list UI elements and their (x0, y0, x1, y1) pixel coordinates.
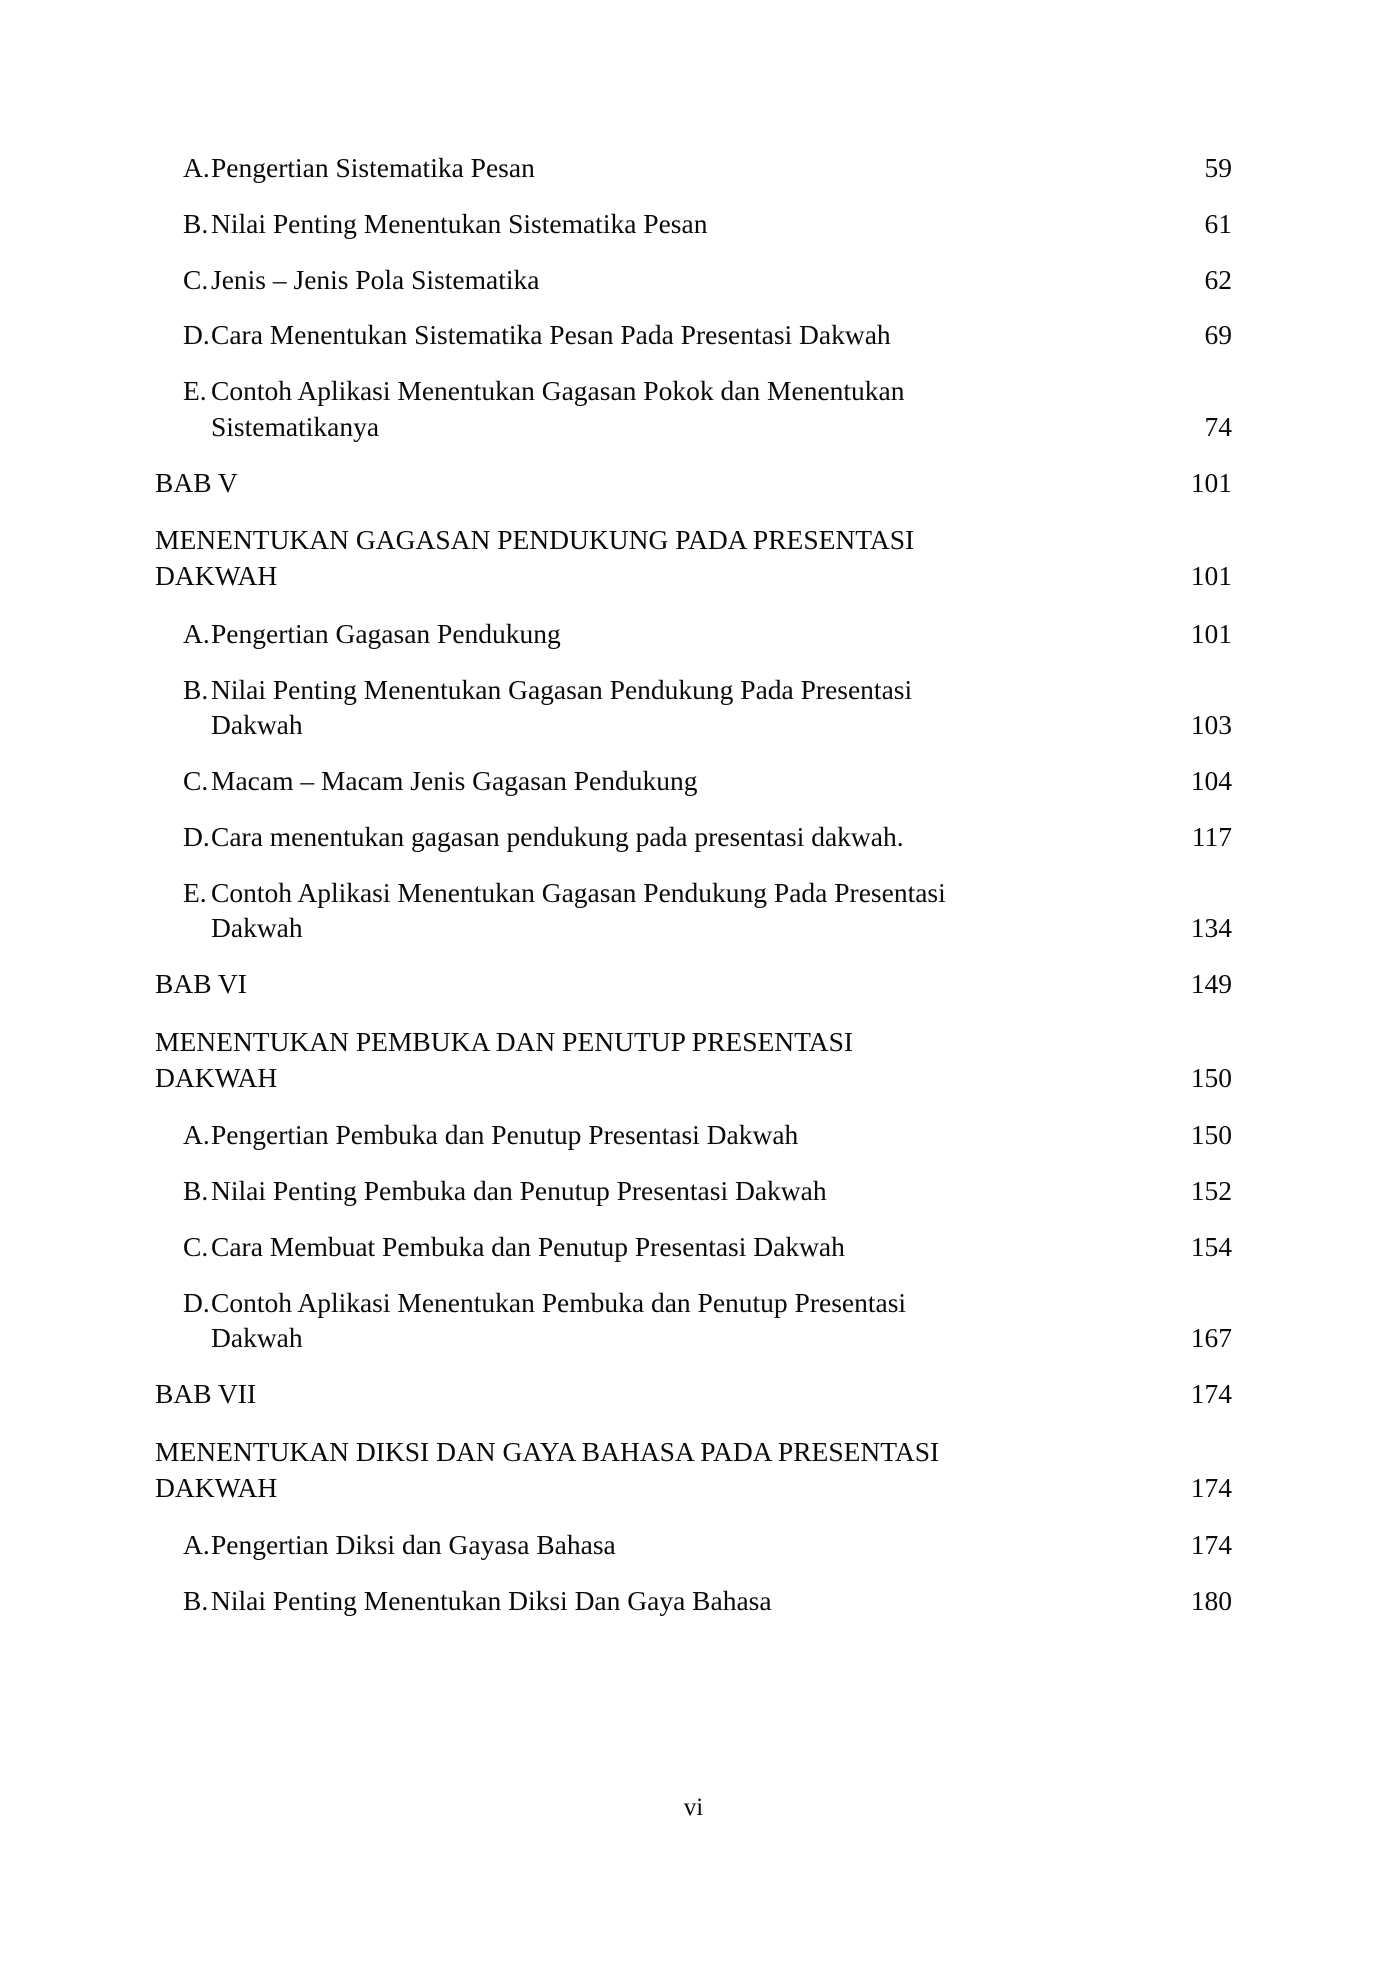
toc-entry-title: Cara Menentukan Sistematika Pesan Pada Presentasi Dakwah (211, 319, 891, 351)
toc-entry-continuation-title: Dakwah (211, 912, 303, 944)
toc-entry[interactable] (155, 966, 1232, 1002)
toc-entry-continuation-page-number: 174 (1190, 1471, 1232, 1503)
toc-entry-page-number: 154 (1190, 1230, 1232, 1262)
toc-entry-page-number: 62 (1204, 263, 1232, 295)
toc-entry-list (155, 150, 1232, 1639)
toc-entry-marker: D. (183, 820, 210, 852)
toc-entry[interactable] (155, 465, 1232, 501)
toc-entry-marker: A. (183, 617, 210, 649)
toc-entry-title: Pengertian Pembuka dan Penutup Presentasi Dakwah (211, 1119, 799, 1151)
toc-entry-title: Cara Membuat Pembuka dan Penutup Presentasi Dakwah (211, 1230, 845, 1262)
toc-entry[interactable] (155, 150, 1232, 186)
toc-entry-title: Nilai Penting Pembuka dan Penutup Presentasi Dakwah (211, 1175, 827, 1206)
toc-entry-title: Contoh Aplikasi Menentukan Pembuka dan Penutup Presentasi (211, 1286, 907, 1318)
toc-entry-continuation[interactable] (155, 910, 1232, 946)
toc-entry[interactable] (155, 1285, 1232, 1321)
toc-entry-continuation-page-number: 74 (1204, 410, 1232, 442)
toc-entry-marker: A. (183, 1119, 210, 1151)
toc-entry-page-number: 149 (1190, 968, 1232, 999)
toc-entry-marker: B. (183, 1175, 209, 1206)
toc-entry[interactable] (155, 1376, 1232, 1412)
toc-entry-page-number: 174 (1190, 1529, 1232, 1561)
toc-entry-title: Pengertian Diksi dan Gayasa Bahasa (211, 1529, 616, 1561)
toc-entry[interactable] (155, 763, 1232, 799)
toc-entry[interactable] (155, 1583, 1232, 1619)
toc-entry[interactable] (155, 1024, 1232, 1060)
toc-entry-marker: B. (183, 207, 209, 239)
toc-entry-continuation-page-number: 101 (1190, 560, 1232, 591)
toc-entry-title: Cara menentukan gagasan pendukung pada presentasi dakwah. (211, 820, 904, 852)
toc-entry-page-number: 174 (1190, 1378, 1232, 1409)
toc-entry-title: Macam – Macam Jenis Gagasan Pendukung (211, 765, 698, 796)
toc-entry-title: Nilai Penting Menentukan Diksi Dan Gaya Bahasa (211, 1585, 772, 1616)
toc-entry-marker: D. (183, 1286, 210, 1318)
toc-entry-page-number: 180 (1190, 1585, 1232, 1616)
toc-entry-marker: B. (183, 1585, 209, 1616)
page-folio: vi (683, 1794, 704, 1821)
toc-entry-marker: C. (183, 765, 209, 796)
toc-entry-marker: A. (183, 1529, 210, 1561)
toc-entry-continuation[interactable] (155, 1320, 1232, 1356)
toc-entry-continuation[interactable] (155, 409, 1232, 445)
toc-entry-title: Jenis – Jenis Pola Sistematika (211, 263, 540, 295)
toc-entry-title: Nilai Penting Menentukan Gagasan Pendukung Pada Presentasi (211, 673, 913, 705)
toc-entry-marker: E. (183, 375, 207, 406)
toc-entry-continuation-title: DAKWAH (155, 560, 278, 591)
toc-entry[interactable] (155, 819, 1232, 855)
toc-entry-page-number: 101 (1190, 617, 1232, 649)
toc-entry-marker: C. (183, 1230, 209, 1262)
toc-entry[interactable] (155, 373, 1232, 409)
toc-entry-continuation-page-number: 103 (1190, 709, 1232, 741)
toc-entry-page-number: 117 (1191, 820, 1232, 852)
toc-entry-continuation[interactable] (155, 1470, 1232, 1506)
toc-entry-continuation[interactable] (155, 1060, 1232, 1096)
toc-entry-page-number: 59 (1204, 152, 1232, 183)
toc-entry[interactable] (155, 317, 1232, 353)
toc-entry-title: MENENTUKAN PEMBUKA DAN PENUTUP PRESENTASI (155, 1025, 854, 1057)
toc-entry-marker: D. (183, 319, 210, 351)
toc-entry-title: BAB V (155, 466, 238, 498)
toc-entry-continuation-title: DAKWAH (155, 1061, 278, 1093)
toc-entry-page-number: 104 (1190, 765, 1232, 796)
toc-entry-title: BAB VI (155, 968, 247, 999)
toc-entry-title: MENENTUKAN DIKSI DAN GAYA BAHASA PADA PRESENTASI (155, 1435, 940, 1467)
toc-entry[interactable] (155, 1173, 1232, 1209)
toc-entry-continuation-title: Dakwah (211, 1322, 303, 1354)
toc-entry[interactable] (155, 522, 1232, 558)
toc-entry-marker: E. (183, 876, 207, 908)
toc-entry-title: Nilai Penting Menentukan Sistematika Pesan (211, 207, 708, 239)
toc-entry[interactable] (155, 1117, 1232, 1153)
toc-entry[interactable] (155, 1229, 1232, 1265)
toc-entry-continuation-title: DAKWAH (155, 1471, 278, 1503)
toc-entry[interactable] (155, 1527, 1232, 1563)
toc-entry-page-number: 101 (1190, 466, 1232, 498)
toc-entry-continuation-title: Sistematikanya (211, 410, 380, 442)
toc-entry-marker: C. (183, 263, 209, 295)
toc-entry-page-number: 152 (1190, 1175, 1232, 1206)
toc-entry-marker: B. (183, 673, 209, 705)
toc-entry[interactable] (155, 262, 1232, 298)
toc-entry-continuation-title: Dakwah (211, 709, 303, 741)
toc-entry-page-number: 61 (1204, 207, 1232, 239)
toc-entry-title: Pengertian Sistematika Pesan (211, 152, 535, 183)
toc-entry[interactable] (155, 206, 1232, 242)
toc-entry-title: Contoh Aplikasi Menentukan Gagasan Pokok dan Menentukan (211, 375, 905, 406)
toc-entry-continuation[interactable] (155, 558, 1232, 594)
toc-entry-continuation-page-number: 150 (1190, 1061, 1232, 1093)
toc-entry[interactable] (155, 672, 1232, 708)
toc-entry-title: Contoh Aplikasi Menentukan Gagasan Pendukung Pada Presentasi (211, 876, 946, 908)
toc-entry-continuation-page-number: 167 (1190, 1322, 1232, 1354)
toc-entry-title: BAB VII (155, 1378, 257, 1409)
toc-entry-continuation[interactable] (155, 707, 1232, 743)
toc-entry-title: MENENTUKAN GAGASAN PENDUKUNG PADA PRESENTASI (155, 524, 915, 556)
toc-entry[interactable] (155, 1434, 1232, 1470)
toc-entry-title: Pengertian Gagasan Pendukung (211, 617, 561, 649)
toc-entry-page-number: 150 (1190, 1119, 1232, 1151)
toc-entry[interactable] (155, 616, 1232, 652)
toc-entry-continuation-page-number: 134 (1190, 912, 1232, 944)
toc-entry-page-number: 69 (1204, 319, 1232, 351)
toc-entry-marker: A. (183, 152, 210, 183)
toc-entry[interactable] (155, 875, 1232, 911)
